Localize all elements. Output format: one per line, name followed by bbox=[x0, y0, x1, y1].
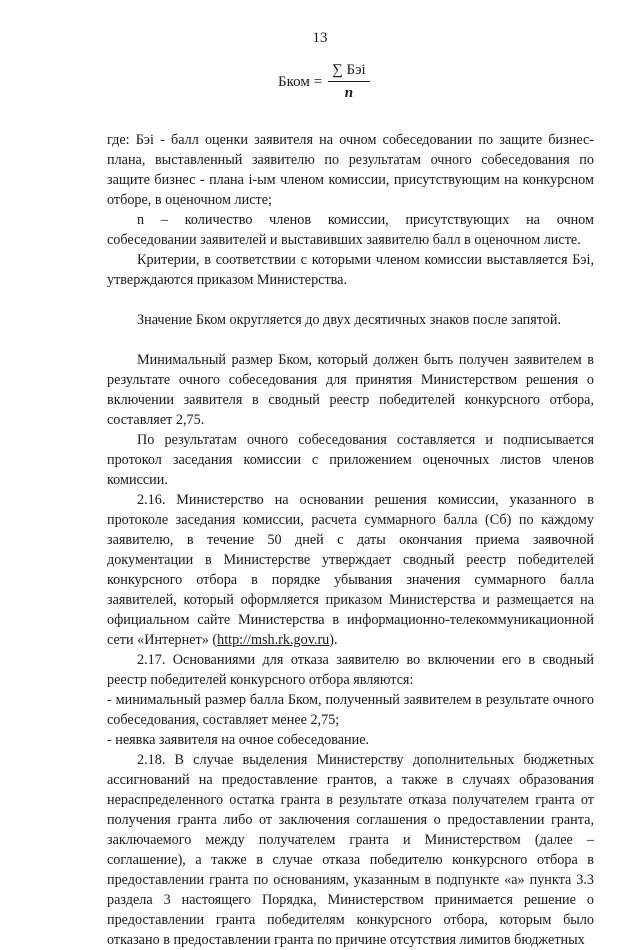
paragraph-2-18: 2.18. В случае выделения Министерству дополнительных бюджетных ассигнований на предоставление грантов, а также в случаях образования нераспределенного остатка гранта в результате отказа получателем гранта от получения гранта либо от заключения соглашения о предоставлении гранта, заключаемого между получателем гранта и Министерством (далее – соглашение), а также в случае отказа победителю конкурсного отбора в предоставлении гранта по основаниям, указанным в подпункте «а» пункта 3.3 раздела 3 настоящего Порядка, Министерством принимается решение о предоставлении гранта победителям конкурсного отбора, которым было отказано в предоставлении гранта по причине отсутствия лимитов бюджетных bbox=[107, 752, 594, 948]
ministry-website-link[interactable]: http://msh.rk.gov.ru bbox=[217, 632, 330, 648]
paragraph-reason-score: - минимальный размер балла Бком, полученный заявителем в результате очного собеседования, составляет менее 2,75; bbox=[107, 692, 594, 728]
paragraph-protocol: По результатам очного собеседования составляется и подписывается протокол заседания комиссии с приложением оценочных листов членов комиссии. bbox=[107, 432, 594, 488]
paragraph-2-17: 2.17. Основаниями для отказа заявителю во включении его в сводный реестр победителей конкурсного отбора являются: bbox=[107, 652, 594, 688]
document-body bbox=[107, 130, 594, 950]
paragraph-2-16-text: 2.16. Министерство на основании решения комиссии, указанного в протоколе заседания комиссии, расчета суммарного балла (Сб) по каждому заявителю, в течение 50 дней с даты окончания приема заявочной документации в Министерстве утверждает сводный реестр победителей конкурсного отбора в порядке убывания значения суммарного балла заявителей, который оформляется приказом Министерства и размещается на официальном сайте Министерства в информационно-телекоммуникационной сети «Интернет» ( bbox=[107, 492, 594, 648]
paragraph-reason-absence: - неявка заявителя на очное собеседование. bbox=[107, 732, 370, 748]
formula-lhs: Бком = bbox=[278, 73, 323, 90]
paragraph-definition-be: где: Бэi - балл оценки заявителя на очном собеседовании по защите бизнес-плана, выставленный заявителю по результатам очного собеседования по защите бизнес - плана i-ым членом комиссии, присутствующим на конкурсном отборе, в оценочном листе; bbox=[107, 132, 594, 208]
paragraph-minimum-score: Минимальный размер Бком, который должен быть получен заявителем в результате очного собеседования для принятия Министерством решения о включении заявителя в сводный реестр победителей конкурсного отбора, составляет 2,75. bbox=[107, 352, 594, 428]
paragraph-2-16-tail: ). bbox=[329, 632, 338, 648]
page-number: 13 bbox=[312, 30, 328, 46]
paragraph-rounding: Значение Бком округляется до двух десятичных знаков после запятой. bbox=[137, 312, 562, 328]
formula-numerator: ∑ Бэi bbox=[328, 62, 370, 82]
formula bbox=[278, 62, 370, 102]
paragraph-2-16 bbox=[107, 490, 594, 650]
formula-fraction bbox=[328, 62, 370, 102]
paragraph-criteria: Критерии, в соответствии с которыми членом комиссии выставляется Бэi, утверждаются приказом Министерства. bbox=[107, 252, 594, 288]
formula-denominator: n bbox=[344, 85, 354, 101]
paragraph-definition-n: n – количество членов комиссии, присутствующих на очном собеседовании заявителей и выставивших заявителю балл в оценочном листе. bbox=[107, 212, 594, 248]
